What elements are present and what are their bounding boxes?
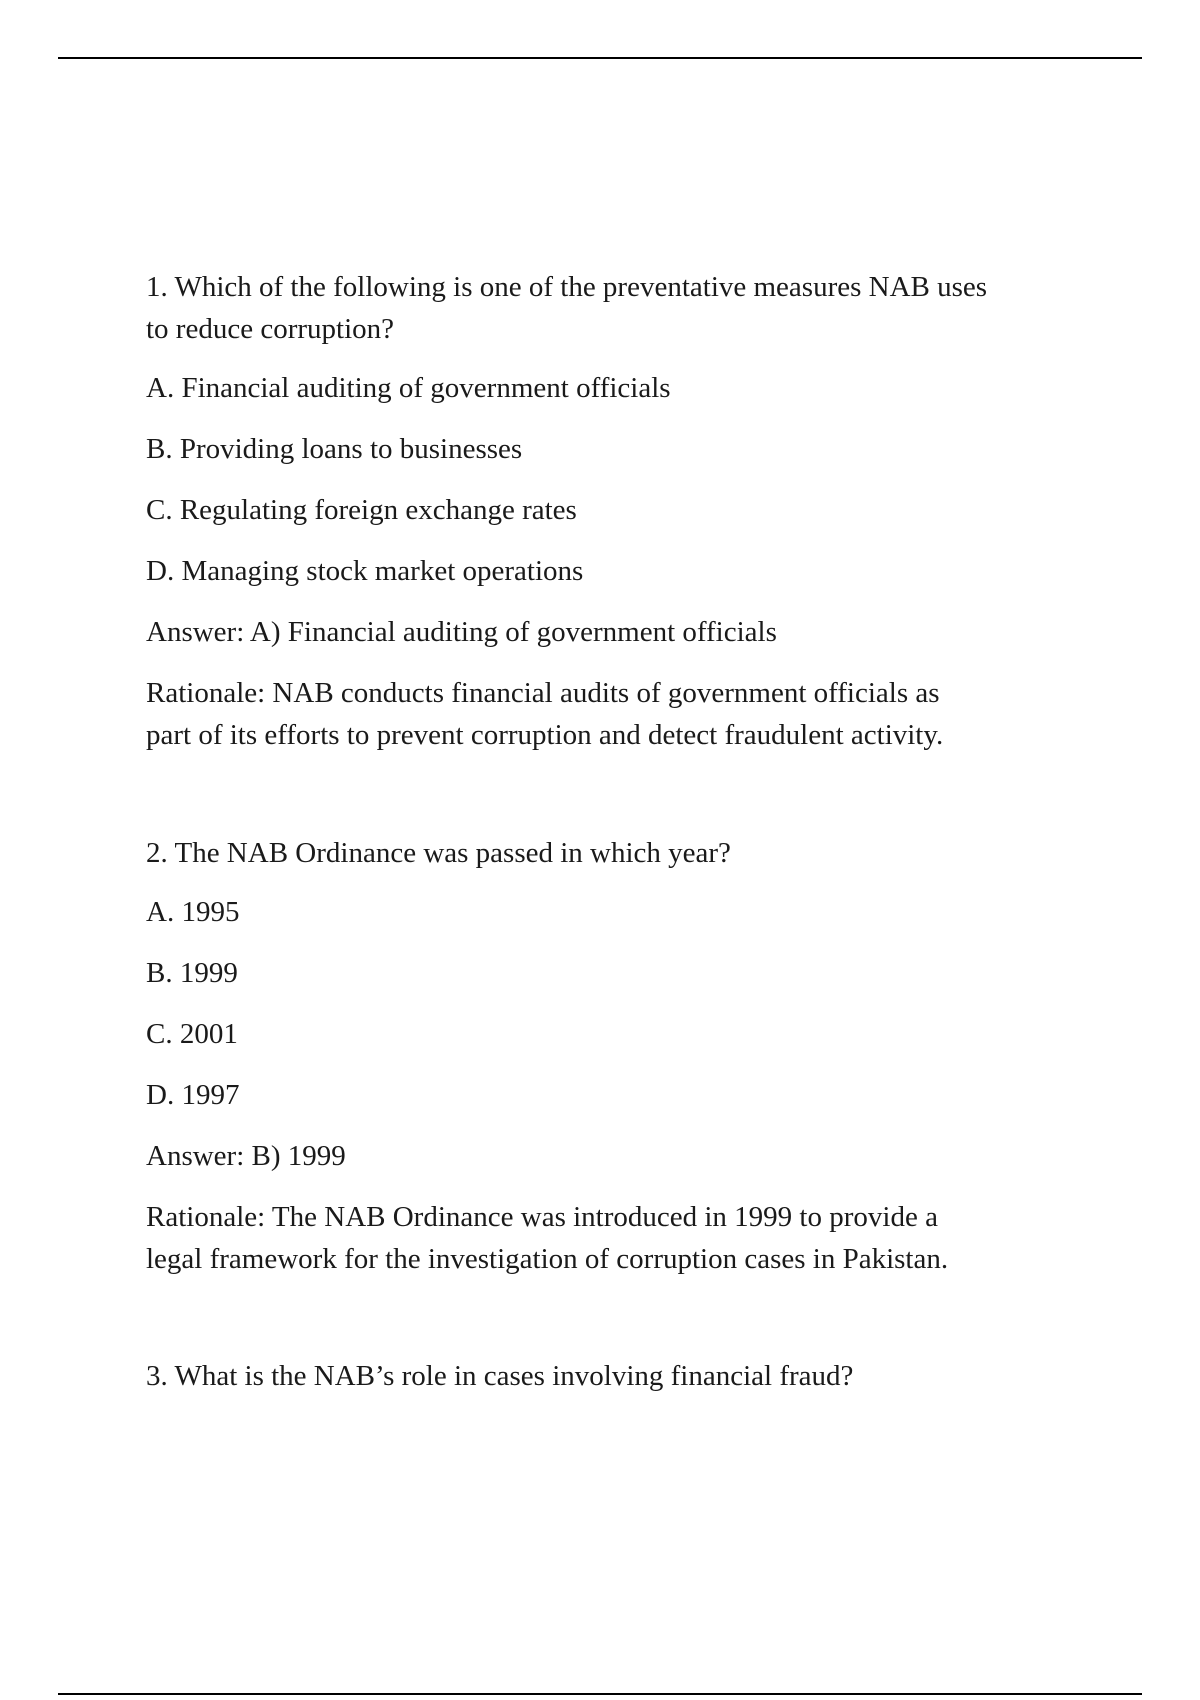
spacer <box>146 756 1096 832</box>
question-2-line-1: 2. The NAB Ordinance was passed in which year? <box>146 837 731 869</box>
question-1-rationale-line-2: part of its efforts to prevent corruption and detect fraudulent activity. <box>146 719 944 751</box>
question-block-2 <box>146 832 1096 1280</box>
question-1-rationale <box>146 672 1096 756</box>
question-1-line-1: 1. Which of the following is one of the preventative measures NAB uses <box>146 271 988 303</box>
question-2-text <box>146 832 1096 874</box>
spacer <box>146 1280 1096 1355</box>
question-2-option-b: B. 1999 <box>146 957 238 989</box>
question-2-rationale <box>146 1196 1096 1280</box>
question-block-1 <box>146 266 1096 756</box>
question-2-option-c: C. 2001 <box>146 1018 238 1050</box>
document-body <box>146 266 1096 1414</box>
top-rule <box>58 57 1142 59</box>
question-2-answer: Answer: B) 1999 <box>146 1140 346 1172</box>
question-1-rationale-line-1: Rationale: NAB conducts financial audits of government officials as <box>146 677 940 709</box>
question-block-3 <box>146 1355 1096 1397</box>
bottom-rule <box>58 1693 1142 1695</box>
question-3-line-1: 3. What is the NAB’s role in cases involving financial fraud? <box>146 1360 854 1392</box>
question-2-rationale-line-2: legal framework for the investigation of corruption cases in Pakistan. <box>146 1243 949 1275</box>
question-1-line-2: to reduce corruption? <box>146 313 395 345</box>
question-2-option-d: D. 1997 <box>146 1079 240 1111</box>
question-1-option-d: D. Managing stock market operations <box>146 555 584 587</box>
question-3-text <box>146 1355 1096 1397</box>
question-2-option-a: A. 1995 <box>146 896 240 928</box>
question-1-answer: Answer: A) Financial auditing of government officials <box>146 616 777 648</box>
question-1-option-b: B. Providing loans to businesses <box>146 433 523 465</box>
question-1-option-a: A. Financial auditing of government officials <box>146 372 671 404</box>
question-1-option-c: C. Regulating foreign exchange rates <box>146 494 577 526</box>
question-1-text <box>146 266 1096 350</box>
question-2-rationale-line-1: Rationale: The NAB Ordinance was introduced in 1999 to provide a <box>146 1201 938 1233</box>
